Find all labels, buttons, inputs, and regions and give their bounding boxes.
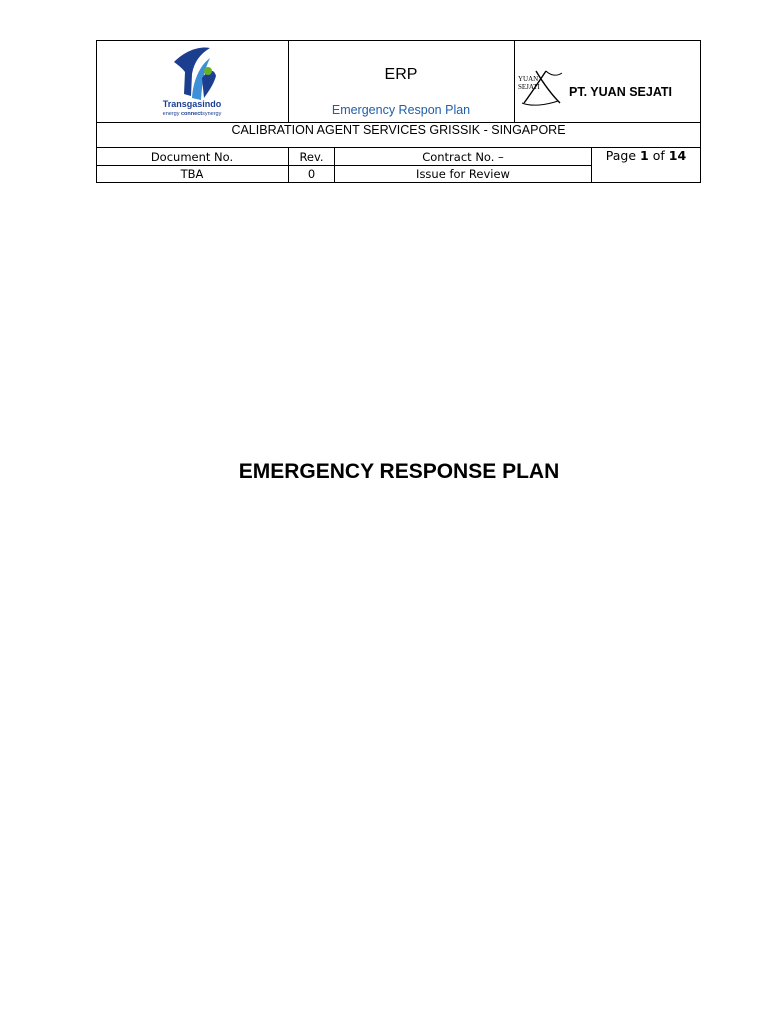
document-no-value: TBA (180, 167, 204, 181)
transgasindo-logo (96, 40, 288, 122)
contract-no-label: Contract No. – (422, 149, 504, 164)
rev-label: Rev. (299, 149, 324, 164)
document-no-label: Document No. (150, 149, 234, 164)
issue-status: Issue for Review (416, 167, 510, 181)
transgasindo-wordmark: Transgasindo (162, 99, 222, 109)
rev-value: 0 (307, 167, 316, 181)
yuan-sejati-mark-icon (516, 65, 568, 109)
header-title: ERP (384, 66, 418, 83)
document-header (96, 40, 701, 183)
yuan-sejati-mark-text: YUAN SEJATI (518, 75, 540, 91)
header-border-bottom (96, 182, 701, 183)
yuan-sejati-logo (516, 65, 568, 109)
transgasindo-logo-mark (96, 40, 288, 122)
page-number: Page 1 of 14 (605, 148, 687, 163)
header-subtitle: Emergency Respon Plan (331, 103, 471, 117)
project-name: CALIBRATION AGENT SERVICES GRISSIK - SINGAPORE (231, 123, 566, 137)
header-divider-2 (514, 40, 515, 122)
company-name: PT. YUAN SEJATI (569, 85, 673, 99)
transgasindo-tagline: energy connectsynergy (162, 111, 222, 117)
document-main-title: EMERGENCY RESPONSE PLAN (238, 460, 560, 483)
